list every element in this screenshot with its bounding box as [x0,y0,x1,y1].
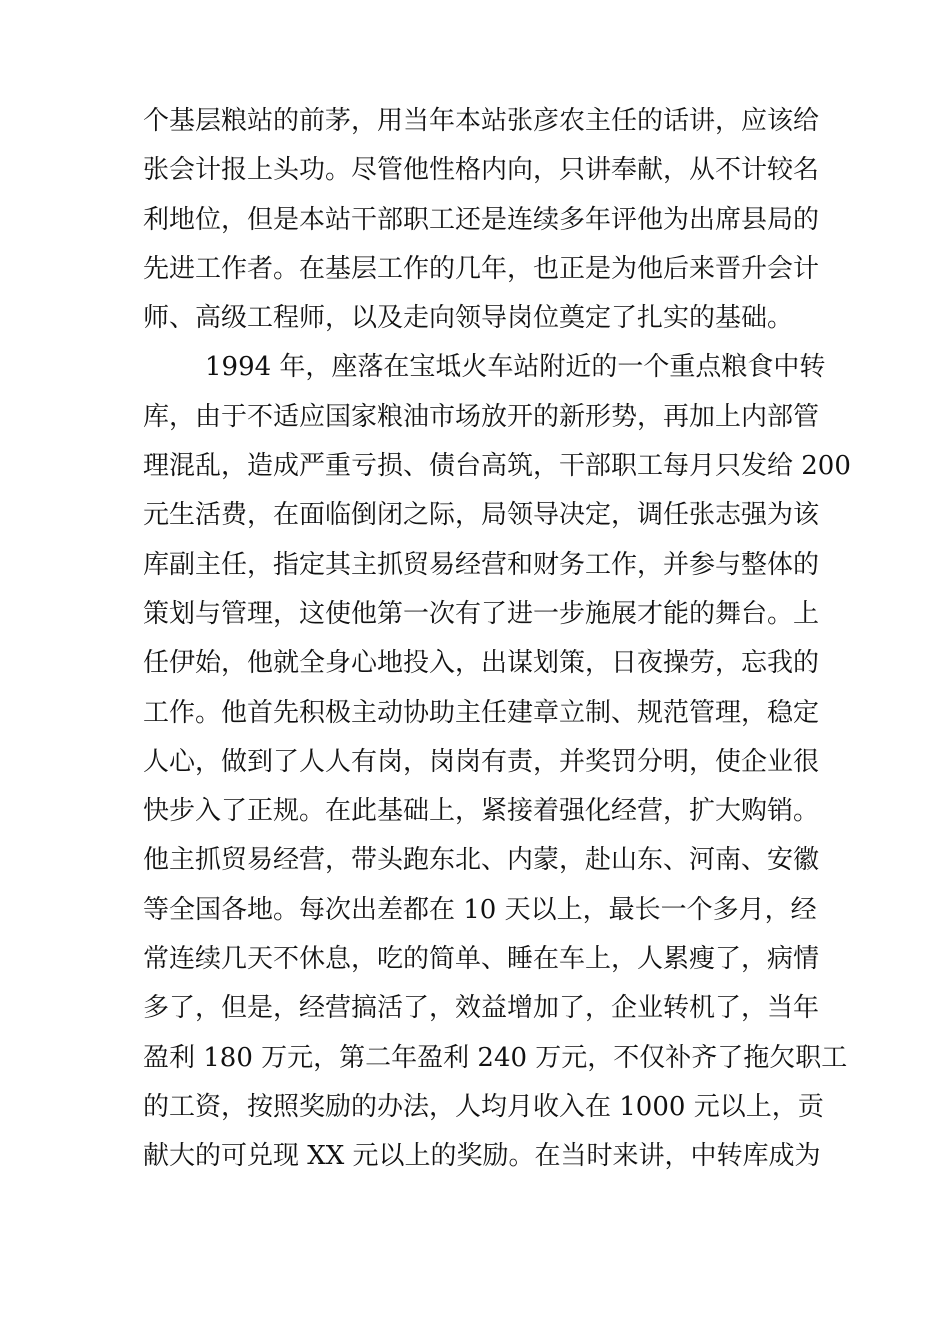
text-line: 师、高级工程师，以及走向领导岗位奠定了扎实的基础。 [143,303,794,334]
body-text [143,97,851,1182]
text-line: 理混乱，造成严重亏损、债台高筑，干部职工每月只发给 200 [143,451,851,482]
text-line: 盈利 180 万元，第二年盈利 240 万元，不仅补齐了拖欠职工 [143,1042,848,1073]
text-line: 常连续几天不休息，吃的简单、睡在车上，人累瘦了，病情 [143,944,820,975]
text-line: 多了，但是，经营搞活了，效益增加了，企业转机了，当年 [143,993,820,1024]
text-line: 快步入了正规。在此基础上，紧接着强化经营，扩大购销。 [143,796,820,827]
text-line: 元生活费，在面临倒闭之际，局领导决定，调任张志强为该 [143,500,820,531]
text-line: 张会计报上头功。尽管他性格内向，只讲奉献，从不计较名 [143,155,820,186]
text-line: 库，由于不适应国家粮油市场放开的新形势，再加上内部管 [143,401,820,432]
text-line: 个基层粮站的前茅，用当年本站张彦农主任的话讲，应该给 [143,106,820,136]
text-line: 他主抓贸易经营，带头跑东北、内蒙，赴山东、河南、安徽 [143,845,820,876]
text-line: 工作。他首先积极主动协助主任建章立制、规范管理，稳定 [143,697,820,728]
text-line: 策划与管理，这使他第一次有了进一步施展才能的舞台。上 [143,598,820,629]
paragraph-first-line: 1994 年，座落在宝坻火车站附近的一个重点粮食中转 [205,352,826,383]
text-line: 的工资，按照奖励的办法，人均月收入在 1000 元以上，贡 [143,1091,824,1122]
text-line: 献大的可兑现 XX 元以上的奖励。在当时来讲，中转库成为 [143,1141,821,1172]
text-line: 等全国各地。每次出差都在 10 天以上，最长一个多月，经 [143,894,817,925]
text-line: 人心，做到了人人有岗，岗岗有责，并奖罚分明，使企业很 [143,746,820,777]
text-line: 任伊始，他就全身心地投入，出谋划策，日夜操劳，忘我的 [143,648,820,679]
text-line: 库副主任，指定其主抓贸易经营和财务工作，并参与整体的 [143,549,820,580]
text-line: 利地位，但是本站干部职工还是连续多年评他为出席县局的 [143,204,820,235]
text-line: 先进工作者。在基层工作的几年，也正是为他后来晋升会计 [143,253,820,284]
